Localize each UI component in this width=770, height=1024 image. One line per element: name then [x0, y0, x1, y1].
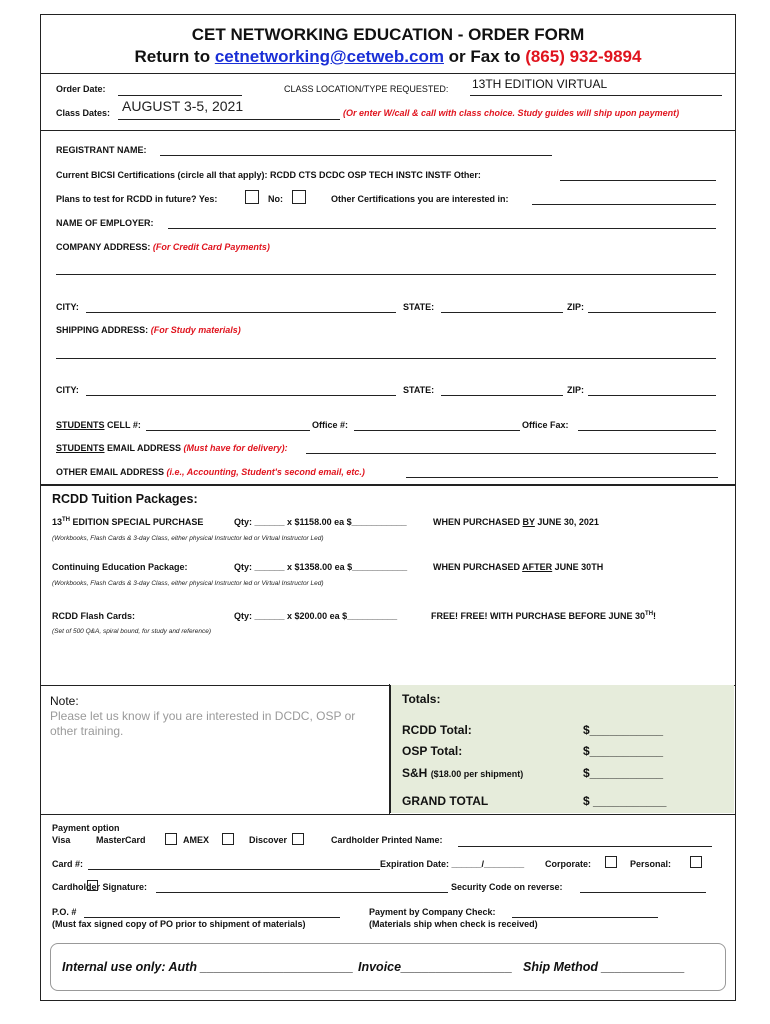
tuition-item-2-note: (Workbooks, Flash Cards & 3-day Class, either physical Instructor led or Virtual Instructor Led)	[52, 580, 324, 587]
company-address-text: COMPANY ADDRESS:	[56, 242, 151, 252]
order-date-label: Order Date:	[56, 84, 106, 94]
other-certs-field[interactable]	[532, 204, 716, 205]
tuition-item-1-num: 13	[52, 517, 63, 527]
class-dates-note: (Or enter W/call & call with class choice. Study guides will ship upon payment)	[343, 108, 680, 118]
fax-number: (865) 932-9894	[525, 47, 642, 66]
payment-option-label: Payment option	[52, 823, 120, 833]
mastercard-option[interactable]: MasterCard	[96, 835, 146, 845]
class-dates-field[interactable]	[118, 119, 340, 120]
company-address-note: (For Credit Card Payments)	[152, 242, 270, 252]
class-location-value: 13TH EDITION VIRTUAL	[472, 77, 608, 91]
check-note: (Materials ship when check is received)	[369, 919, 538, 929]
student-cell-field[interactable]	[146, 430, 310, 431]
note-text: Please let us know if you are interested in DCDC, OSP or other training.	[50, 709, 356, 738]
cardholder-name-label: Cardholder Printed Name:	[331, 835, 443, 845]
signature-checkbox[interactable]	[87, 880, 98, 891]
other-email-field[interactable]	[406, 477, 718, 478]
grand-total-label: GRAND TOTAL	[402, 794, 489, 808]
return-line	[41, 47, 735, 67]
email-note: (Must have for delivery):	[183, 443, 288, 453]
page-title: CET NETWORKING EDUCATION - ORDER FORM	[191, 25, 585, 44]
order-date-field[interactable]	[118, 95, 242, 96]
certifications-other-field[interactable]	[560, 180, 716, 181]
other-email-text: OTHER EMAIL ADDRESS	[56, 467, 165, 477]
student-cell-label	[56, 420, 141, 430]
company-zip-label: ZIP:	[567, 302, 584, 312]
signature-field[interactable]	[156, 892, 448, 893]
corporate-checkbox[interactable]	[605, 856, 617, 868]
office-fax-label: Office Fax:	[522, 420, 569, 430]
shipping-address-field[interactable]	[56, 358, 716, 359]
students-word-2: STUDENTS	[56, 443, 105, 453]
expiration-label[interactable]: Expiration Date: ______/________	[380, 859, 525, 869]
company-address-field[interactable]	[56, 274, 716, 275]
corporate-label: Corporate:	[545, 859, 592, 869]
grand-total-value[interactable]: $ ___________	[583, 794, 667, 808]
employer-label: NAME OF EMPLOYER:	[56, 218, 154, 228]
shipping-city-field[interactable]	[86, 395, 396, 396]
tuition-item-1-promo	[433, 517, 599, 527]
cell-text: CELL #:	[104, 420, 141, 430]
shipping-address-label	[56, 325, 241, 335]
shipping-address-text: SHIPPING ADDRESS:	[56, 325, 149, 335]
tuition-item-2-name: Continuing Education Package:	[52, 562, 188, 572]
amex-option[interactable]: AMEX	[183, 835, 210, 845]
other-email-label	[56, 467, 365, 477]
tuition-item-3-promo	[431, 611, 656, 621]
plans-no-label: No:	[268, 194, 283, 204]
tuition-item-1-qty[interactable]: Qty: ______ x $1158.00 ea $___________	[234, 517, 407, 527]
plans-yes-checkbox[interactable]	[245, 190, 259, 204]
company-address-label	[56, 242, 270, 252]
promo-1-a: WHEN PURCHASED	[433, 517, 523, 527]
company-city-field[interactable]	[86, 312, 396, 313]
check-label: Payment by Company Check:	[369, 907, 496, 917]
shipping-city-label: CITY:	[56, 385, 79, 395]
return-prefix: Return to	[134, 47, 215, 66]
note-label: Note:	[50, 694, 79, 708]
other-certs-label: Other Certifications you are interested in:	[331, 194, 509, 204]
email-link[interactable]: cetnetworking@cetweb.com	[214, 47, 444, 66]
rcdd-total-value[interactable]: $___________	[583, 723, 664, 737]
payment-divider	[40, 814, 736, 815]
tuition-item-3-name: RCDD Flash Cards:	[52, 611, 136, 621]
shipping-state-label: STATE:	[403, 385, 435, 395]
tuition-item-1-rest: EDITION SPECIAL PURCHASE	[70, 517, 204, 527]
sh-sub: ($18.00 per shipment)	[430, 769, 524, 779]
amex-checkbox[interactable]	[222, 833, 234, 845]
sh-label	[402, 766, 523, 780]
promo-3-c: !	[653, 611, 657, 621]
tuition-item-2-promo	[433, 562, 603, 572]
company-zip-field[interactable]	[588, 312, 716, 313]
header-box	[40, 14, 736, 74]
plans-rcdd-label: Plans to test for RCDD in future? Yes:	[56, 194, 218, 204]
office-label: Office #:	[312, 420, 349, 430]
promo-1-b: BY	[522, 517, 535, 527]
totals-heading: Totals:	[402, 692, 441, 706]
fax-mid: or Fax to	[443, 47, 526, 66]
registrant-name-field[interactable]	[160, 155, 552, 156]
other-email-note: (i.e., Accounting, Student's second email, etc.)	[166, 467, 365, 477]
security-code-field[interactable]	[580, 892, 706, 893]
class-dates-value: AUGUST 3-5, 2021	[122, 98, 244, 114]
tuition-heading: RCDD Tuition Packages:	[52, 492, 198, 506]
po-field[interactable]	[84, 917, 340, 918]
tuition-item-2-qty[interactable]: Qty: ______ x $1358.00 ea $___________	[234, 562, 408, 572]
shipping-address-note: (For Study materials)	[150, 325, 241, 335]
tuition-item-1-sup: TH	[62, 517, 71, 523]
mastercard-checkbox[interactable]	[165, 833, 177, 845]
class-location-field[interactable]	[470, 95, 722, 96]
promo-2-c: JUNE 30TH	[552, 562, 604, 572]
students-word: STUDENTS	[56, 420, 105, 430]
card-number-field[interactable]	[88, 869, 380, 870]
employer-field[interactable]	[168, 228, 716, 229]
signature-label: Cardholder Signature:	[52, 882, 148, 892]
osp-total-value[interactable]: $___________	[583, 744, 664, 758]
check-field[interactable]	[512, 917, 658, 918]
po-note: (Must fax signed copy of PO prior to shipment of materials)	[52, 919, 306, 929]
osp-total-label: OSP Total:	[402, 744, 463, 758]
student-email-field[interactable]	[306, 453, 716, 454]
promo-3-a: FREE! FREE! WITH PURCHASE BEFORE JUNE 30	[431, 611, 646, 621]
cardholder-name-field[interactable]	[458, 846, 712, 847]
promo-3-sup: TH	[645, 611, 654, 617]
visa-option[interactable]: Visa	[52, 835, 71, 845]
tuition-item-1-name	[52, 517, 203, 527]
sh-value[interactable]: $___________	[583, 766, 664, 780]
rcdd-total-label: RCDD Total:	[402, 723, 472, 737]
company-state-field[interactable]	[441, 312, 563, 313]
tuition-item-3-qty[interactable]: Qty: ______ x $200.00 ea $__________	[234, 611, 398, 621]
internal-ship-method: Ship Method ____________	[523, 960, 685, 974]
registrant-box	[40, 130, 736, 486]
shipping-state-field[interactable]	[441, 395, 563, 396]
po-label: P.O. #	[52, 907, 77, 917]
promo-1-c: JUNE 30, 2021	[534, 517, 599, 527]
promo-2-b: AFTER	[522, 562, 553, 572]
promo-2-a: WHEN PURCHASED	[433, 562, 523, 572]
internal-auth: Internal use only: Auth ______________________	[62, 960, 354, 974]
sh-text: S&H	[402, 766, 428, 780]
class-dates-label: Class Dates:	[56, 108, 111, 118]
tuition-item-3-note: (Set of 500 Q&A, spiral bound, for study and reference)	[52, 628, 211, 635]
shipping-zip-label: ZIP:	[567, 385, 584, 395]
office-fax-field[interactable]	[578, 430, 716, 431]
certifications-label: Current BICSI Certifications (circle all that apply): RCDD CTS DCDC OSP TECH INSTC INSTF Other:	[56, 170, 481, 180]
student-email-label	[56, 443, 288, 453]
class-location-label: CLASS LOCATION/TYPE REQUESTED:	[284, 84, 449, 94]
internal-invoice: Invoice________________	[358, 960, 513, 974]
shipping-zip-field[interactable]	[588, 395, 716, 396]
personal-checkbox[interactable]	[690, 856, 702, 868]
tuition-item-1-note: (Workbooks, Flash Cards & 3-day Class, either physical Instructor led or Virtual Instructor Led)	[52, 535, 324, 542]
email-text: EMAIL ADDRESS	[104, 443, 182, 453]
discover-option[interactable]: Discover	[249, 835, 288, 845]
discover-checkbox[interactable]	[292, 833, 304, 845]
security-code-label: Security Code on reverse:	[451, 882, 563, 892]
company-state-label: STATE:	[403, 302, 435, 312]
registrant-name-label: REGISTRANT NAME:	[56, 145, 147, 155]
card-number-label: Card #:	[52, 859, 84, 869]
plans-no-checkbox[interactable]	[292, 190, 306, 204]
company-city-label: CITY:	[56, 302, 79, 312]
note-box	[40, 684, 390, 815]
office-field[interactable]	[354, 430, 520, 431]
personal-label: Personal:	[630, 859, 672, 869]
